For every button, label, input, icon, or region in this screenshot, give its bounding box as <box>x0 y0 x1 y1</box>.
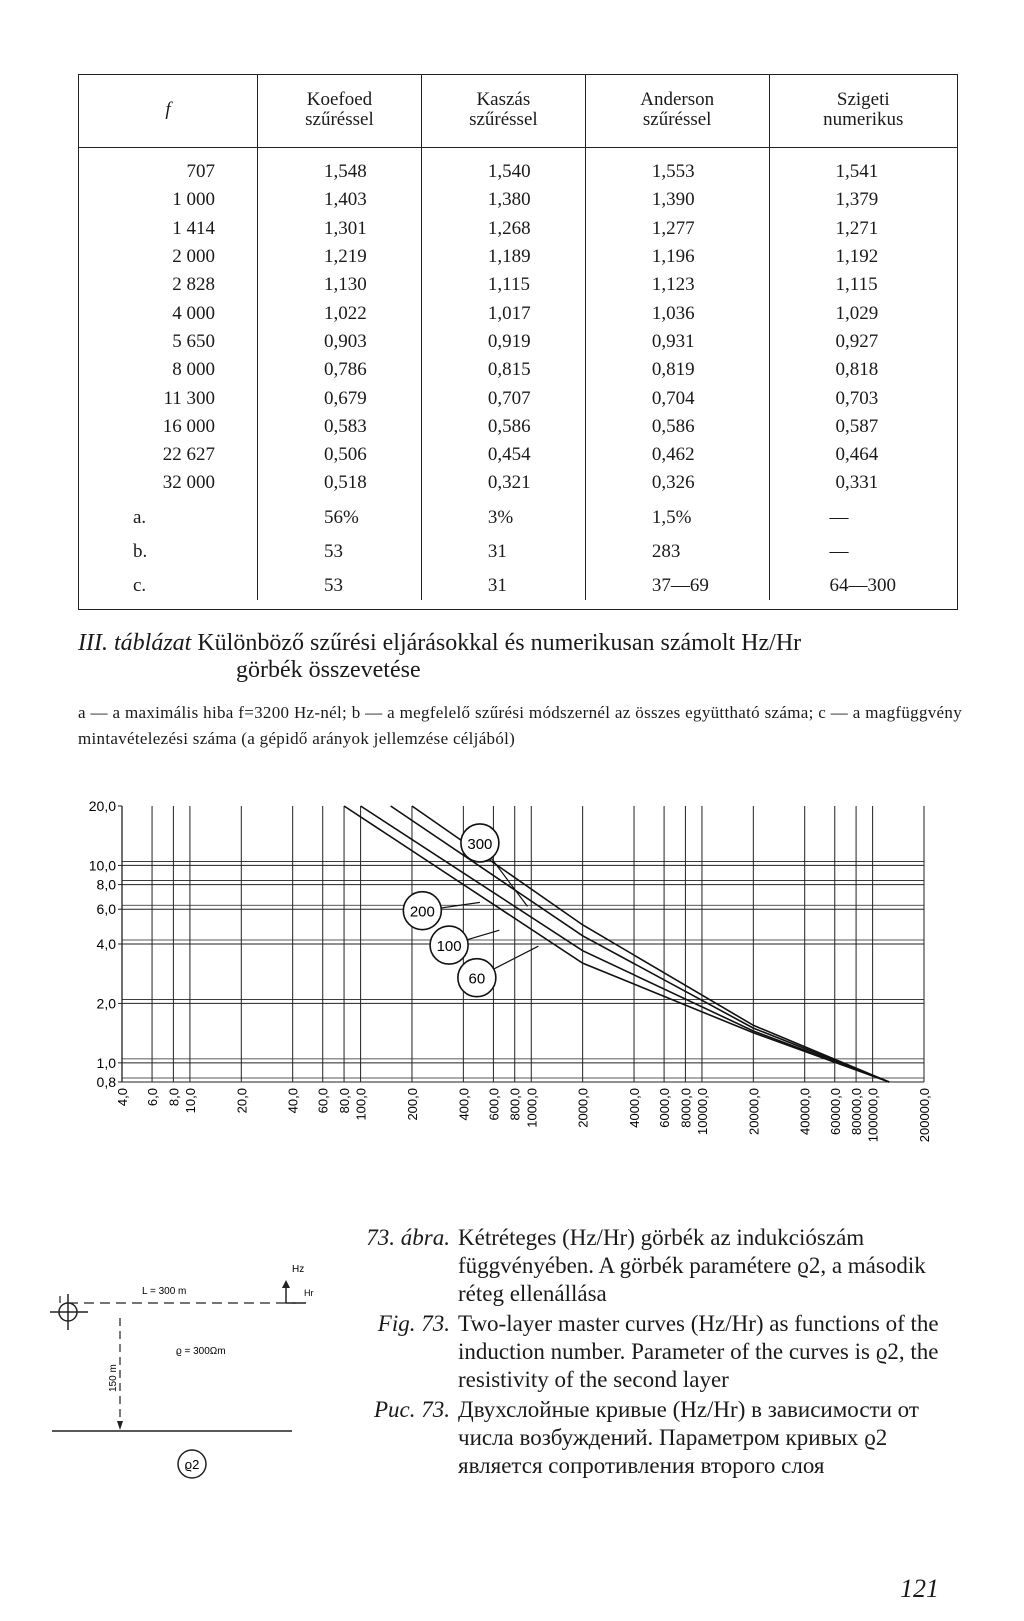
table-cell: 0,919 <box>421 328 585 356</box>
table-cell: — <box>769 498 957 532</box>
table-cell: 1,115 <box>769 271 957 299</box>
table-row <box>79 532 957 566</box>
table-row <box>79 328 957 356</box>
table-cell: 0,704 <box>585 384 769 412</box>
y-tick-label: 2,0 <box>96 995 116 1012</box>
header-line: Anderson <box>640 89 715 110</box>
table-cell: 0,586 <box>421 413 585 441</box>
table-cell: 53 <box>258 566 422 600</box>
y-tick-label: 0,8 <box>96 1074 116 1090</box>
master-curves-chart <box>78 798 958 1190</box>
table-cell: 16 000 <box>162 415 215 437</box>
table-cell: 2 000 <box>172 246 215 268</box>
table-cell: 1,123 <box>585 271 769 299</box>
y-tick-label: 20,0 <box>88 798 116 814</box>
table-cell: 0,903 <box>258 328 422 356</box>
caption-ru-label: Рис. 73. <box>373 1397 450 1422</box>
table-cell: 1,219 <box>258 243 422 271</box>
x-tick-label: 4,0 <box>115 1088 130 1107</box>
table-cell: 22 627 <box>162 444 215 466</box>
table-cell: 56% <box>258 498 422 532</box>
caption-en-label: Fig. 73. <box>377 1311 450 1336</box>
x-tick-label: 200000,0 <box>917 1088 932 1143</box>
x-tick-label: 80000,0 <box>849 1088 865 1135</box>
table-cell: 0,927 <box>769 328 957 356</box>
table-cell: 1,115 <box>421 271 585 299</box>
header-line: szűréssel <box>305 109 374 130</box>
table-cell: 1,268 <box>421 215 585 243</box>
table-cell: 0,587 <box>769 413 957 441</box>
table-row <box>79 469 957 497</box>
two-layer-sketch <box>42 1264 314 1524</box>
table-cell: 31 <box>421 532 585 566</box>
x-tick-label: 10000,0 <box>694 1088 710 1135</box>
table-cell: 1,189 <box>421 243 585 271</box>
table-cell: 1,196 <box>585 243 769 271</box>
series-label: 100 <box>436 938 462 956</box>
table-cell: 0,462 <box>585 441 769 469</box>
x-tick-label: 80,0 <box>337 1088 353 1114</box>
table-row <box>79 215 957 243</box>
header-line: szűréssel <box>642 109 712 130</box>
data-table <box>79 75 957 600</box>
table-cell: 0,454 <box>421 441 585 469</box>
table-cell: 1,017 <box>421 299 585 327</box>
table-cell: 4 000 <box>172 302 215 324</box>
table-cell: 0,815 <box>421 356 585 384</box>
table-cell: 5 650 <box>172 330 215 352</box>
x-tick-label: 2000,0 <box>575 1088 591 1128</box>
table-cell: 0,321 <box>421 469 585 497</box>
x-tick-label: 100000,0 <box>865 1088 881 1143</box>
comparison-table <box>78 74 958 610</box>
table-row <box>79 243 957 271</box>
table-cell: 1,548 <box>258 148 422 187</box>
header-line: Koefoed <box>306 89 373 110</box>
x-tick-label: 60000,0 <box>827 1088 843 1135</box>
table-cell: b. <box>133 541 148 562</box>
table-cell: 1,029 <box>769 299 957 327</box>
y-tick-label: 6,0 <box>96 901 116 918</box>
table-cell: 1,380 <box>421 186 585 214</box>
y-tick-label: 1,0 <box>96 1054 116 1071</box>
table-cell: 0,819 <box>585 356 769 384</box>
table-cell: 1,379 <box>769 186 957 214</box>
table-cell: 1,036 <box>585 299 769 327</box>
x-tick-label: 8,0 <box>166 1088 182 1107</box>
length-label: L = 300 m <box>142 1286 187 1297</box>
table-row <box>79 271 957 299</box>
x-tick-label: 4000,0 <box>627 1088 643 1128</box>
table-row <box>79 384 957 412</box>
table-label: III. táblázat <box>78 630 192 656</box>
caption-hu-label: 73. ábra. <box>366 1225 450 1250</box>
table-cell: 1,130 <box>258 271 422 299</box>
table-cell: 64—300 <box>769 566 957 600</box>
table-cell: 32 000 <box>162 472 215 494</box>
table-cell: 0,679 <box>258 384 422 412</box>
table-cell: 31 <box>421 566 585 600</box>
table-cell: 1,5% <box>585 498 769 532</box>
page-number: 121 <box>900 1574 939 1603</box>
table-cell: 53 <box>258 532 422 566</box>
y-tick-label: 8,0 <box>96 876 116 893</box>
series-label: 60 <box>468 970 486 988</box>
x-tick-label: 10,0 <box>182 1088 198 1114</box>
table-cell: 8 000 <box>172 359 215 381</box>
x-tick-label: 8000,0 <box>678 1088 694 1128</box>
caption-hu-text: Kétréteges (Hz/Hr) görbék az indukciószám függvényében. A görbék paramétere ϱ2, a második réteg ellenállása <box>458 1225 926 1306</box>
table-cell: 0,586 <box>585 413 769 441</box>
table-cell: c. <box>133 575 147 597</box>
x-tick-label: 6000,0 <box>657 1088 673 1128</box>
series-label: 200 <box>409 903 435 921</box>
table-row <box>79 148 957 187</box>
x-tick-label: 6,0 <box>145 1088 161 1107</box>
table-cell: 1,541 <box>769 148 957 187</box>
table-cell: 1,271 <box>769 215 957 243</box>
x-tick-label: 800,0 <box>507 1088 523 1121</box>
table-cell: 1,390 <box>585 186 769 214</box>
table-cell: 0,583 <box>258 413 422 441</box>
table-cell: 1,192 <box>769 243 957 271</box>
table-cell: 11 300 <box>163 387 215 409</box>
table-title-line1: Különböző szűrési eljárásokkal és numerikusan számolt Hz/Hr <box>197 630 802 656</box>
column-header <box>258 75 422 148</box>
column-header <box>79 75 258 148</box>
table-cell: 1,301 <box>258 215 422 243</box>
table-cell: 3% <box>421 498 585 532</box>
column-header <box>769 75 957 148</box>
hr-label: Hr <box>304 1288 314 1298</box>
table-row <box>79 413 957 441</box>
table-cell: 1 414 <box>172 217 215 239</box>
table-cell: 707 <box>186 161 215 183</box>
header-line: numerikus <box>823 109 904 130</box>
table-notes: a — a maximális hiba f=3200 Hz-nél; b — a megfelelő szűrési módszernél az összes együttható száma; c — a magfüggvény mintavételezési száma (a gépidő arányok jellemzése céljából) <box>78 703 962 748</box>
table-cell: — <box>769 532 957 566</box>
x-tick-label: 40000,0 <box>797 1088 813 1135</box>
header-line: f <box>165 99 171 120</box>
table-cell: 0,786 <box>258 356 422 384</box>
x-tick-label: 200,0 <box>404 1088 420 1121</box>
caption-en-text: Two-layer master curves (Hz/Hr) as functions of the induction number. Parameter of the curves is ϱ2, the resistivity of the second layer <box>458 1311 939 1392</box>
y-tick-label: 10,0 <box>88 857 116 874</box>
table-cell: 1,540 <box>421 148 585 187</box>
depth-label: 150 m <box>108 1364 119 1392</box>
x-tick-label: 40,0 <box>285 1088 301 1114</box>
x-tick-label: 400,0 <box>456 1088 472 1121</box>
x-tick-label: 20,0 <box>234 1088 250 1114</box>
table-row <box>79 498 957 532</box>
table-cell: a. <box>133 506 147 528</box>
header-line: Kaszás <box>476 89 531 110</box>
header-line: szűréssel <box>469 109 538 130</box>
table-title-line2: görbék összevetése <box>236 657 421 683</box>
table-cell: 0,818 <box>769 356 957 384</box>
table-cell: 2 828 <box>172 274 215 296</box>
table-cell: 1,403 <box>258 186 422 214</box>
x-tick-label: 1000,0 <box>524 1088 540 1128</box>
x-tick-label: 600,0 <box>486 1088 502 1121</box>
column-header <box>585 75 769 148</box>
table-cell: 0,326 <box>585 469 769 497</box>
table-caption <box>78 630 958 684</box>
table-row <box>79 356 957 384</box>
y-tick-label: 4,0 <box>96 936 116 952</box>
table-cell: 0,707 <box>421 384 585 412</box>
rho-label: ϱ = 300Ωm <box>176 1346 226 1357</box>
table-cell: 1 000 <box>172 189 215 211</box>
table-cell: 1,553 <box>585 148 769 187</box>
table-row <box>79 441 957 469</box>
table-cell: 0,331 <box>769 469 957 497</box>
table-cell: 0,931 <box>585 328 769 356</box>
table-row <box>79 566 957 600</box>
hz-label: Hz <box>292 1264 305 1275</box>
table-row <box>79 186 957 214</box>
header-line: Szigeti <box>836 89 890 110</box>
table-cell: 0,506 <box>258 441 422 469</box>
caption-ru-text: Двухслойные кривые (Hz/Hr) в зависимости от числа возбуждений. Параметром кривых ϱ2 является сопротивления второго слоя <box>458 1397 919 1478</box>
series-label: 300 <box>467 835 493 853</box>
x-tick-label: 60,0 <box>315 1088 331 1114</box>
x-tick-label: 20000,0 <box>746 1088 762 1135</box>
table-cell: 283 <box>585 532 769 566</box>
figure-caption <box>340 1224 960 1482</box>
table-cell: 37—69 <box>585 566 769 600</box>
table-cell: 1,277 <box>585 215 769 243</box>
table-row <box>79 299 957 327</box>
table-cell: 0,518 <box>258 469 422 497</box>
column-header <box>421 75 585 148</box>
x-tick-label: 100,0 <box>353 1088 369 1121</box>
table-cell: 1,022 <box>258 299 422 327</box>
rho2-label: ϱ2 <box>184 1457 200 1472</box>
table-cell: 0,703 <box>769 384 957 412</box>
table-cell: 0,464 <box>769 441 957 469</box>
